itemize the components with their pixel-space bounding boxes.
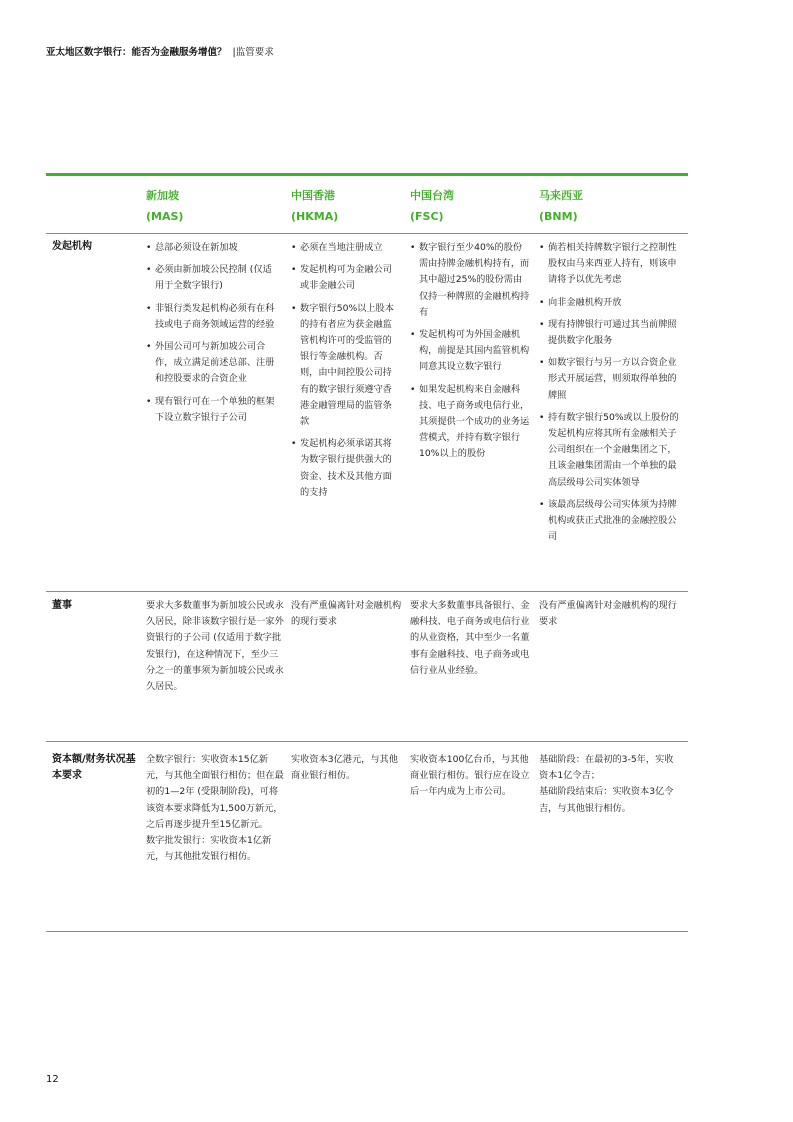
report-title: 亚太地区数字银行：能否为金融服务增值？ — [46, 47, 227, 58]
column-abbr: (BNM) — [539, 210, 578, 223]
cell-directors-taiwan — [410, 598, 530, 679]
column-header-taiwan — [410, 185, 454, 227]
page-number: 12 — [46, 1074, 59, 1085]
cell-sponsor-hongkong — [291, 240, 399, 507]
cell-text: 实收资本100亿台币，与其他商业银行相仿。银行应在设立后一年内成为上市公司。 — [410, 754, 530, 798]
cell-capital-malaysia — [539, 752, 681, 817]
list-item: • 数字银行50%以上股本的持有者应为获金融监管机构许可的受监管的银行等金融机构。否则，由中间控股公司持有的数字银行须遵守香港金融管理局的监管条款 — [291, 301, 399, 431]
list-item: • 外国公司可与新加坡公司合作，成立满足前述总部、注册和控股要求的合资企业 — [146, 339, 278, 388]
cell-text: 没有严重偏离针对金融机构的现行要求 — [539, 600, 677, 628]
column-header-malaysia — [539, 185, 583, 227]
cell-sponsor-taiwan — [410, 240, 530, 469]
column-header-singapore — [146, 185, 183, 227]
cell-text: 没有严重偏离针对金融机构的现行要求 — [291, 600, 402, 628]
column-name: 中国香港 — [291, 189, 335, 202]
list-item: • 非银行类发起机构必须有在科技或电子商务领域运营的经验 — [146, 301, 278, 333]
list-item: • 现有银行可在一个单独的框架下设立数字银行子公司 — [146, 394, 278, 426]
section-label: |监管要求 — [232, 47, 274, 58]
cell-directors-malaysia — [539, 598, 679, 630]
list-item: • 倘若相关持牌数字银行之控制性股权由马来西亚人持有，则该申请将予以优先考虑 — [539, 240, 679, 289]
cell-text: 要求大多数董事具备银行、金融科技、电子商务或电信行业的从业资格，其中至少一名董事有金融科技、电子商务或电信行业从业经验。 — [410, 600, 530, 676]
table-bottom-rule — [46, 931, 688, 932]
column-abbr: (FSC) — [410, 210, 444, 223]
cell-capital-singapore — [146, 752, 284, 865]
column-header-hongkong — [291, 185, 338, 227]
list-item: • 向非金融机构开放 — [539, 295, 679, 311]
cell-text: 实收资本3亿港元，与其他商业银行相仿。 — [291, 754, 398, 782]
column-abbr: (MAS) — [146, 210, 184, 223]
list-item: • 如数字银行与另一方以合资企业形式开展运营，则须取得单独的牌照 — [539, 355, 679, 404]
running-header — [46, 44, 276, 58]
table-top-rule — [46, 173, 688, 176]
cell-text: 全数字银行：实收资本15亿新元，与其他全面银行相仿；但在最初的1—2年 (受限制阶段)，可将该资本要求降低为1,500万新元，之后再逐步提升至15亿新元。 — [146, 754, 284, 830]
cell-sponsor-malaysia — [539, 240, 679, 551]
column-name: 马来西亚 — [539, 189, 583, 202]
row-divider — [46, 591, 688, 592]
column-name: 新加坡 — [146, 189, 179, 202]
row-label-capital: 资本额/财务状况基本要求 — [52, 754, 136, 781]
list-item: • 该最高层级母公司实体须为持牌机构或获正式批准的金融控股公司 — [539, 497, 679, 546]
list-item: • 数字银行至少40%的股份需由持牌金融机构持有，而其中超过25%的股份需由仅持一种牌照的金融机构持有 — [410, 240, 530, 321]
column-abbr: (HKMA) — [291, 210, 339, 223]
cell-sponsor-singapore — [146, 240, 278, 432]
list-item: • 如果发起机构来自金融科技、电子商务或电信行业，其须提供一个成功的业务运营模式，并持有数字银行10%以上的股份 — [410, 382, 530, 463]
row-divider — [46, 233, 688, 234]
cell-directors-hongkong — [291, 598, 403, 630]
row-label-sponsor: 发起机构 — [52, 241, 92, 252]
list-item: • 现有持牌银行可通过其当前牌照提供数字化服务 — [539, 317, 679, 349]
cell-capital-hongkong — [291, 752, 403, 784]
list-item: • 发起机构可为外国金融机构，前提是其国内监管机构同意其设立数字银行 — [410, 327, 530, 376]
cell-capital-taiwan — [410, 752, 530, 801]
column-name: 中国台湾 — [410, 189, 454, 202]
list-item: • 持有数字银行50%或以上股份的发起机构应将其所有金融相关子公司组织在一个金融集团之下，且该金融集团需由一个单独的最高层级母公司实体领导 — [539, 410, 679, 491]
cell-directors-singapore — [146, 598, 286, 695]
cell-text: 基础阶段结束后：实收资本3亿令吉，与其他银行相仿。 — [539, 786, 674, 814]
list-item: • 总部必须设在新加坡 — [146, 240, 278, 256]
list-item: • 必须在当地注册成立 — [291, 240, 399, 256]
cell-text: 要求大多数董事为新加坡公民或永久居民，除非该数字银行是一家外资银行的子公司 (仅适用于数字批发银行)，在这种情况下，至少三分之一的董事须为新加坡公民或永久居民。 — [146, 600, 284, 693]
list-item: • 发起机构必须承诺其将为数字银行提供强大的资金、技术及其他方面的支持 — [291, 436, 399, 501]
cell-text: 数字批发银行：实收资本1亿新元，与其他批发银行相仿。 — [146, 835, 272, 863]
list-item: • 必须由新加坡公民控制 (仅适用于全数字银行) — [146, 262, 278, 294]
row-divider — [46, 741, 688, 742]
row-label-directors: 董事 — [52, 600, 72, 611]
cell-text: 基础阶段：在最初的3-5年，实收资本1亿令吉； — [539, 754, 674, 782]
list-item: • 发起机构可为金融公司或非金融公司 — [291, 262, 399, 294]
